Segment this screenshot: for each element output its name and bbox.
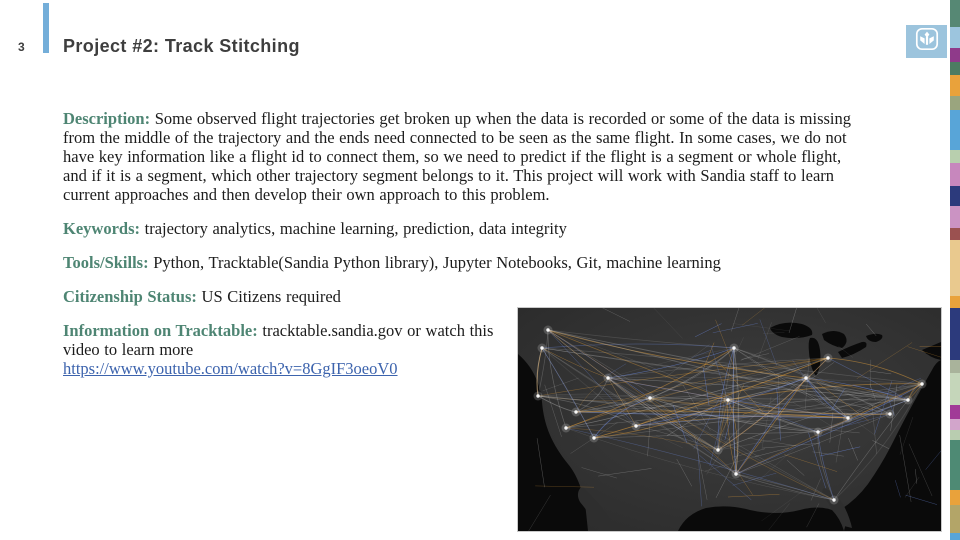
strip-segment [950, 186, 960, 206]
slide-title: Project #2: Track Stitching [63, 36, 300, 56]
description-text: Some observed flight trajectories get broken up when the data is recorded or some of the data is missing from the middle of the trajectory and the ends need connected to be seen as the same flight. In some cases, we do not have key information like a flight id to connect them, so we need to predict if the flight is a segment or whole flight, and if it is a segment, which other trajectory segment belongs to it. This project will work with Sandia staff to learn current approaches and then develop their own approach to this problem. [63, 109, 852, 204]
tools-skills-text: Python, Tracktable(Sandia Python library), Jupyter Notebooks, Git, machine learning [148, 253, 721, 272]
strip-segment [950, 440, 960, 490]
strip-segment [950, 240, 960, 296]
thunderbird-icon [915, 27, 939, 56]
tools-skills-line [63, 253, 861, 272]
strip-segment [950, 405, 960, 419]
tracktable-label: Information on Tracktable: [63, 321, 258, 340]
tools-skills-label: Tools/Skills: [63, 253, 149, 272]
strip-segment [950, 228, 960, 240]
strip-segment [950, 360, 960, 373]
youtube-link[interactable]: https://www.youtube.com/watch?v=8GgIF3oeoV0 [63, 359, 398, 378]
strip-segment [950, 308, 960, 360]
flight-map-figure [517, 307, 942, 532]
citizenship-text: US Citizens required [196, 287, 341, 306]
strip-segment [950, 206, 960, 228]
strip-segment [950, 48, 960, 62]
tracktable-text: tracktable.sandia.gov or watch this video to learn more [63, 321, 494, 359]
strip-segment [950, 150, 960, 163]
description-paragraph [63, 109, 861, 204]
tracktable-info-block [63, 321, 497, 378]
sandia-logo [906, 25, 947, 58]
strip-segment [950, 430, 960, 440]
strip-segment [950, 533, 960, 540]
keywords-line [63, 219, 861, 238]
strip-segment [950, 96, 960, 110]
description-label: Description: [63, 109, 151, 128]
citizenship-label: Citizenship Status: [63, 287, 197, 306]
strip-segment [950, 110, 960, 150]
strip-segment [950, 75, 960, 96]
strip-segment [950, 490, 960, 505]
strip-segment [950, 505, 960, 533]
strip-segment [950, 296, 960, 308]
keywords-label: Keywords: [63, 219, 140, 238]
strip-segment [950, 373, 960, 405]
strip-segment [950, 419, 960, 430]
right-edge-color-strip [950, 0, 960, 540]
keywords-text: trajectory analytics, machine learning, prediction, data integrity [140, 219, 567, 238]
citizenship-line [63, 287, 861, 306]
flight-map-svg [518, 308, 941, 531]
title-accent-bar [43, 3, 49, 53]
strip-segment [950, 62, 960, 75]
strip-segment [950, 27, 960, 48]
strip-segment [950, 163, 960, 186]
strip-segment [950, 0, 960, 27]
page-number: 3 [18, 40, 25, 54]
